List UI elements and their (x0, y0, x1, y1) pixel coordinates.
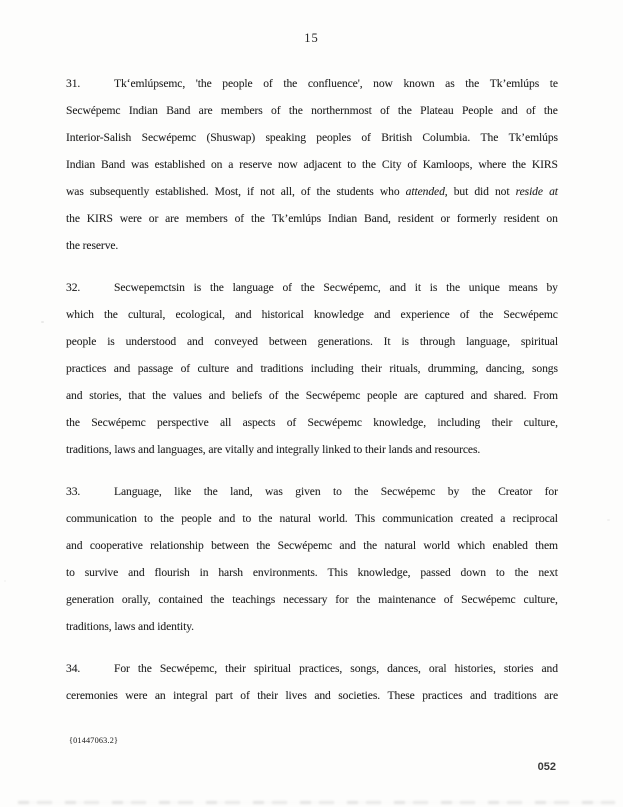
paragraph-line: was subsequently established. Most, if not all, of the students who attended, but did not reside at (66, 185, 558, 198)
paragraphs (66, 70, 558, 724)
paragraph-number: 34. (66, 662, 81, 675)
paragraph-line: people is understood and conveyed between generations. It is through language, spiritual (66, 335, 558, 348)
paragraph-line: Interior-Salish Secwépemc (Shuswap) speaking peoples of British Columbia. The Tk’emlúps (66, 131, 558, 144)
scan-artifact-speck (4, 580, 6, 582)
paragraph-number: 32. (66, 281, 81, 294)
paragraph-line: the KIRS were or are members of the Tk’emlúps Indian Band, resident or formerly resident on (66, 212, 558, 225)
paragraph-line: ceremonies were an integral part of their lives and societies. These practices and traditions are (66, 689, 558, 702)
paragraph-line: communication to the people and to the natural world. This communication created a reciprocal (66, 512, 558, 525)
paragraph-line: Tkʻemlúpsemc, 'the people of the confluence', now known as the Tk’emlúps te (114, 77, 558, 90)
bates-stamp-number: 052 (537, 761, 556, 773)
paragraph-number: 31. (66, 77, 81, 90)
paragraph-line: Secwepemctsin is the language of the Secwépemc, and it is the unique means by (114, 281, 558, 294)
document-reference-footer: {01447063.2} (69, 736, 119, 745)
paragraph (66, 274, 558, 463)
scan-artifact-speck (41, 321, 44, 323)
paragraph-line: which the cultural, ecological, and historical knowledge and experience of the Secwépemc (66, 308, 558, 321)
paragraph (66, 70, 558, 259)
scan-artifact-speck (607, 519, 610, 521)
paragraph-line: and cooperative relationship between the Secwépemc and the natural world which enabled them (66, 539, 558, 552)
paragraph (66, 478, 558, 640)
page-number: 15 (304, 31, 319, 45)
paragraph-line: to survive and flourish in harsh environments. This knowledge, passed down to the next (66, 566, 558, 579)
paragraph-line: the Secwépemc perspective all aspects of Secwépemc knowledge, including their culture, (66, 416, 558, 429)
scan-artifact-bottom-edge (18, 801, 615, 804)
paragraph-number: 33. (66, 485, 81, 498)
paragraph-line: generation orally, contained the teachings necessary for the maintenance of Secwépemc culture, (66, 593, 558, 606)
paragraph-line: and stories, that the values and beliefs of the Secwépemc people are captured and shared. From (66, 389, 558, 402)
paragraph-line: Language, like the land, was given to the Secwépemc by the Creator for (114, 485, 558, 498)
paragraph-line: traditions, laws and languages, are vitally and integrally linked to their lands and resources. (66, 443, 481, 456)
paragraph-line: For the Secwépemc, their spiritual practices, songs, dances, oral histories, stories and (114, 662, 558, 675)
paragraph (66, 655, 558, 709)
paragraph-line: the reserve. (66, 239, 119, 252)
paragraph-line: Secwépemc Indian Band are members of the northernmost of the Plateau People and of the (66, 104, 558, 117)
paragraph-line: traditions, laws and identity. (66, 620, 194, 633)
paragraph-line: practices and passage of culture and traditions including their rituals, drumming, dancing, songs (66, 362, 558, 375)
paragraph-line: Indian Band was established on a reserve now adjacent to the City of Kamloops, where the KIRS (66, 158, 558, 171)
